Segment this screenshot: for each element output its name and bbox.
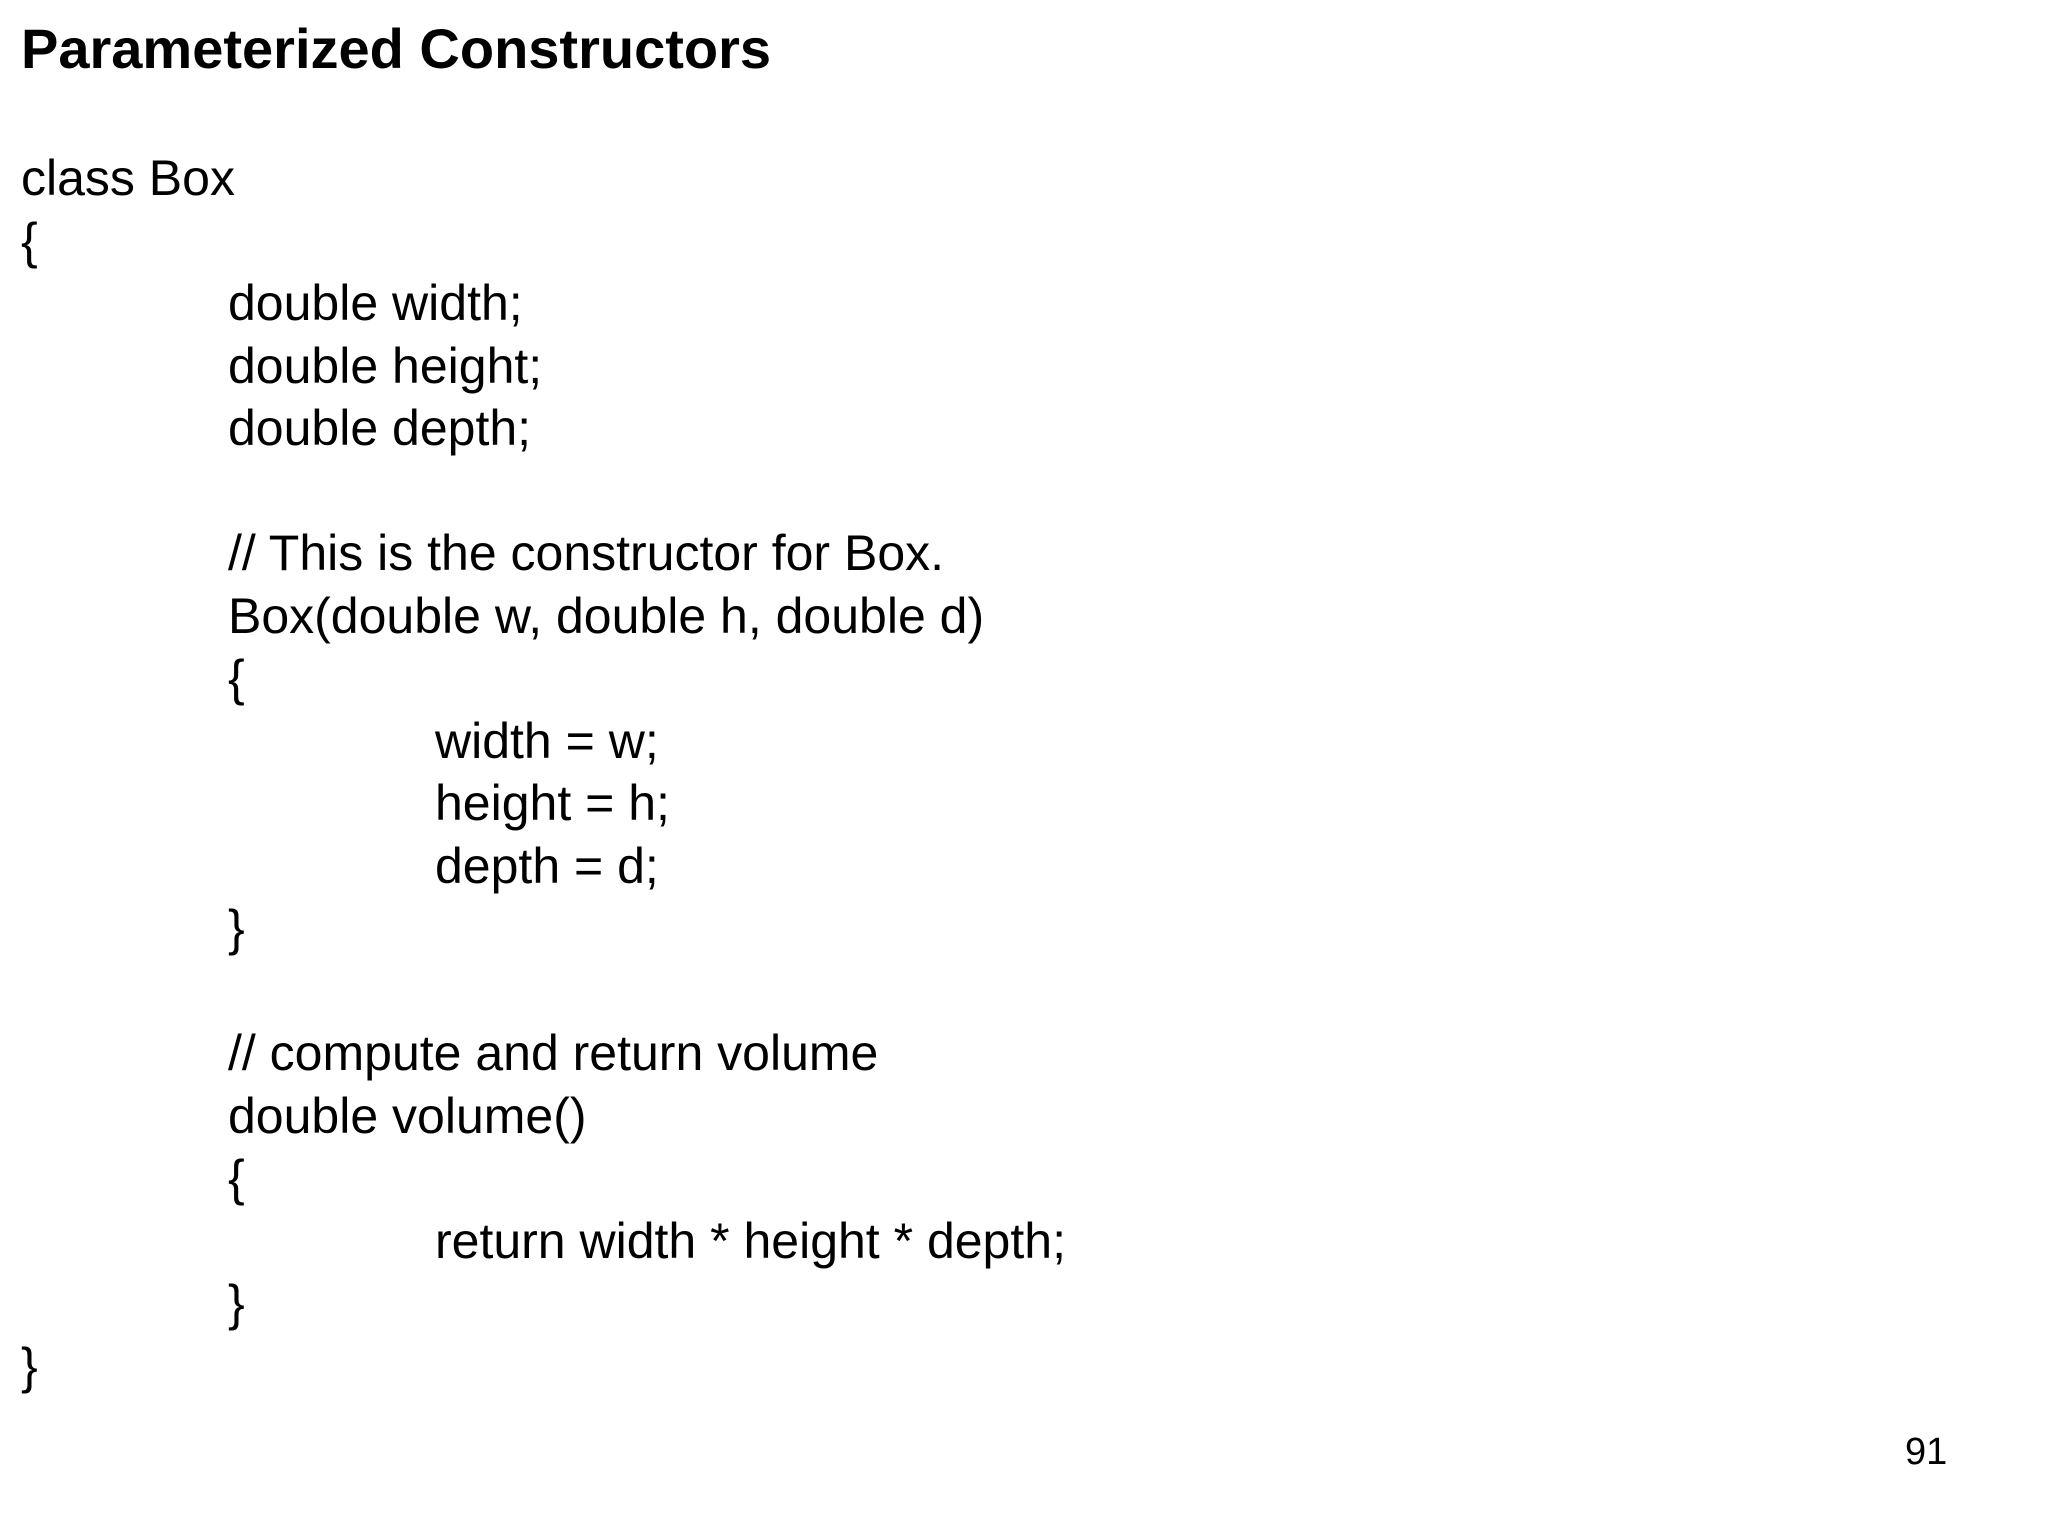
code-line: depth = d; <box>435 837 659 894</box>
code-line: class Box <box>21 150 235 206</box>
code-line <box>21 460 1066 523</box>
code-line: Box(double w, double h, double d) <box>228 587 985 644</box>
code-line: double depth; <box>228 400 532 456</box>
code-block <box>21 147 1066 1397</box>
code-line: { <box>21 212 38 269</box>
code-line: } <box>21 1337 38 1394</box>
code-line: // compute and return volume <box>228 1025 879 1081</box>
code-line: } <box>228 1275 245 1331</box>
code-line <box>21 960 1066 1023</box>
page-number: 91 <box>1905 1431 1948 1473</box>
code-line: { <box>228 1150 245 1206</box>
code-line: width = w; <box>435 712 659 769</box>
code-line: // This is the constructor for Box. <box>228 525 945 581</box>
code-line: return width * height * depth; <box>435 1212 1066 1269</box>
code-line: double volume() <box>228 1087 587 1144</box>
slide-title: Parameterized Constructors <box>21 17 772 80</box>
code-line: height = h; <box>435 775 670 831</box>
code-line: } <box>228 900 245 956</box>
code-line: double height; <box>228 337 543 394</box>
code-line: { <box>228 650 245 706</box>
code-line: double width; <box>228 275 523 331</box>
